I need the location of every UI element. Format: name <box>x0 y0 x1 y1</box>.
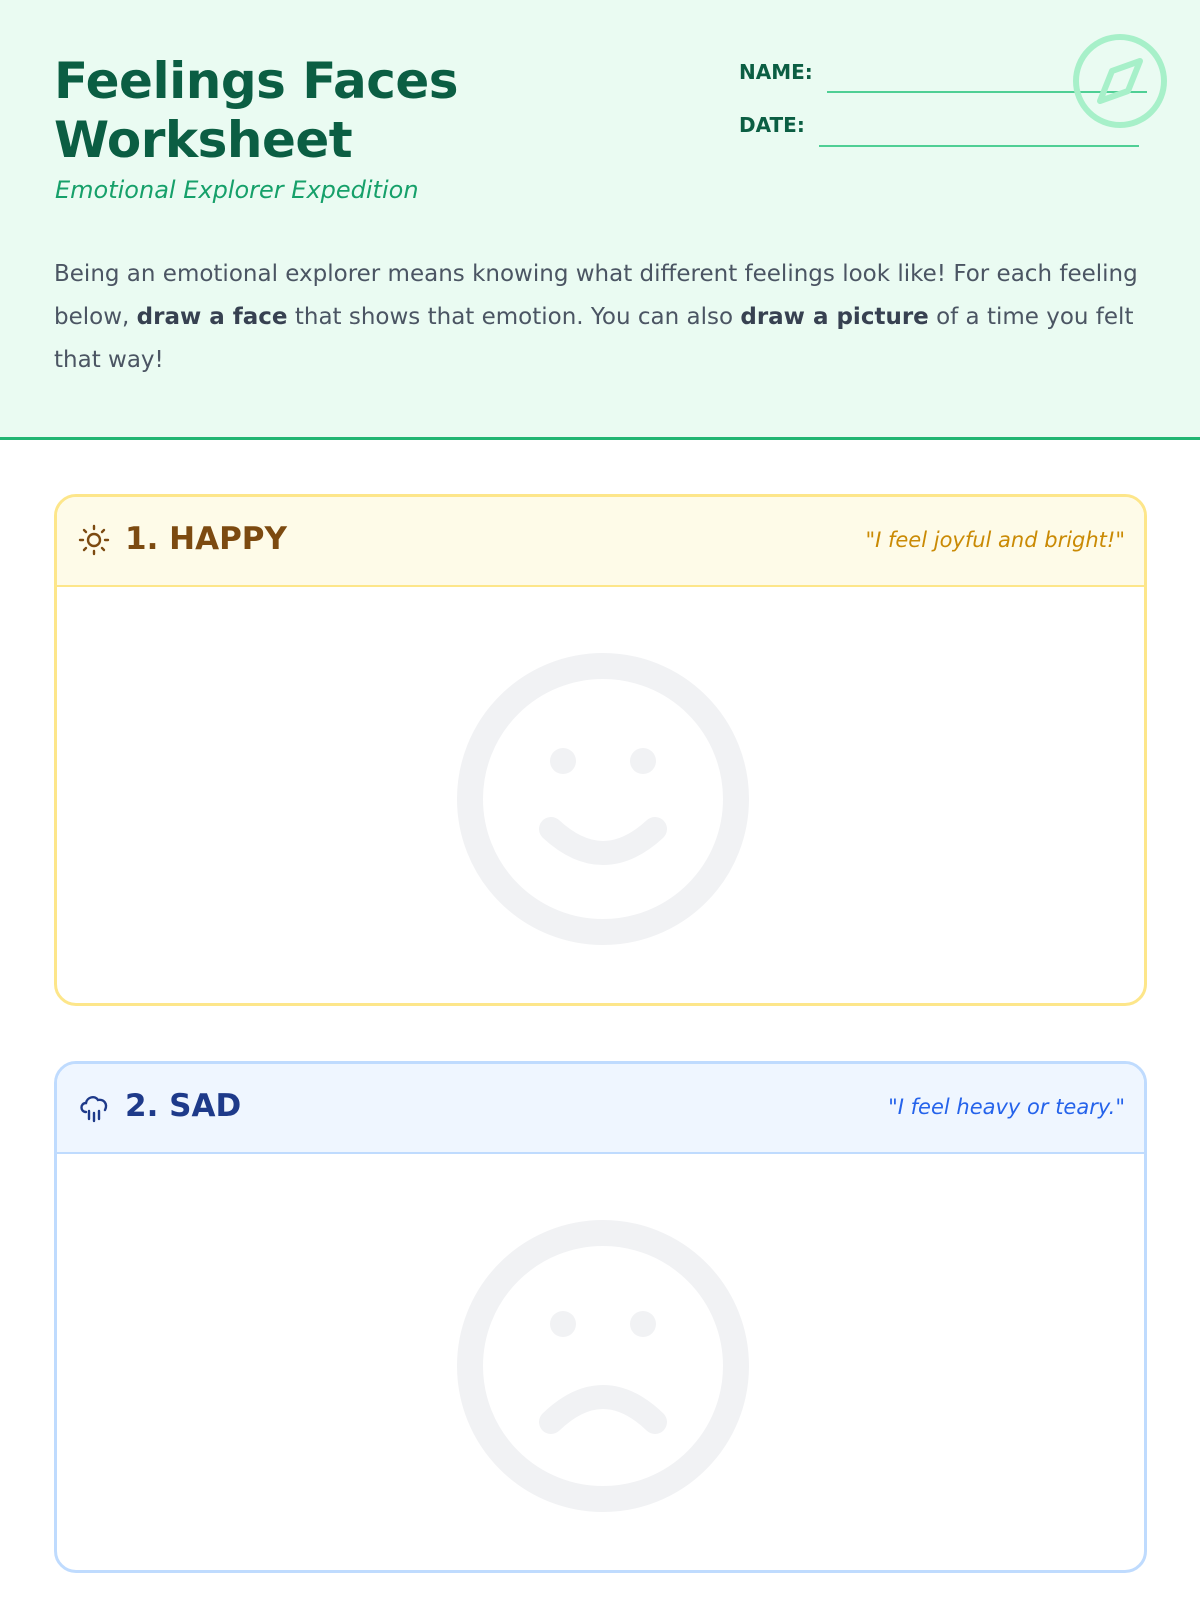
date-label: DATE: <box>739 113 805 137</box>
feeling-title: 2. SAD <box>125 1088 242 1124</box>
instructions-text: Being an emotional explorer means knowing what different feelings look like! For each feeling below, draw a face that shows that emotion. You can also draw a picture of a time you felt that way! <box>54 261 1138 373</box>
feeling-card-sad <box>54 1061 1147 1573</box>
feeling-card-header <box>57 1064 1144 1154</box>
feeling-quote: "I feel joyful and bright!" <box>865 528 1125 552</box>
feeling-card-header <box>57 497 1144 587</box>
sad-face-icon <box>455 1218 751 1514</box>
worksheet-header <box>0 0 1200 440</box>
feeling-title: 1. HAPPY <box>125 521 287 557</box>
sun-icon <box>77 523 111 557</box>
page-title: Feelings Faces Worksheet <box>54 52 459 169</box>
feeling-quote: "I feel heavy or teary." <box>888 1095 1125 1119</box>
instruction-draw-picture: draw a picture <box>740 304 929 330</box>
rain-cloud-icon <box>77 1090 111 1124</box>
date-field[interactable] <box>819 145 1139 147</box>
smiling-face-icon <box>455 651 751 947</box>
name-label: NAME: <box>739 60 813 84</box>
page-subtitle: Emotional Explorer Expedition <box>55 176 419 204</box>
instruction-draw-face: draw a face <box>136 304 288 330</box>
feeling-card-happy <box>54 494 1147 1006</box>
compass-icon <box>1070 31 1170 131</box>
